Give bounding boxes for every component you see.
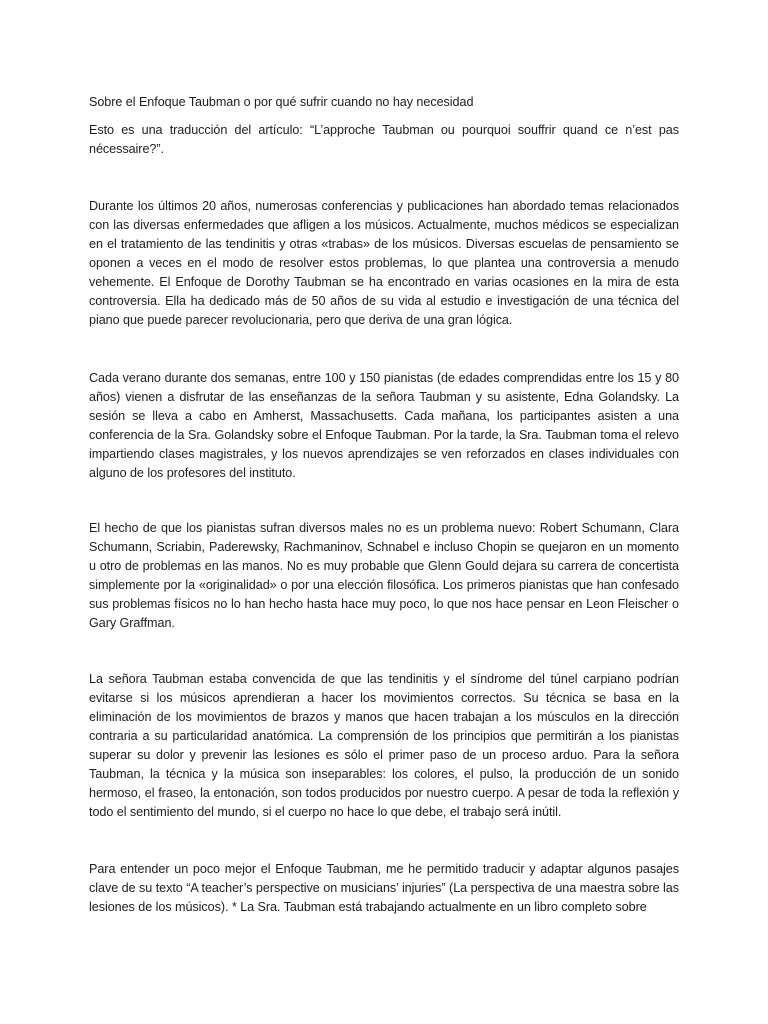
body-paragraph-2: Cada verano durante dos semanas, entre 100 y 150 pianistas (de edades comprendidas entre los 15 y 80 años) vienen a disfrutar de las enseñanzas de la señora Taubman y su asistente, Edna Golandsky. La sesión se lleva a cabo en Amherst, Massachusetts. Cada mañana, los participantes asisten a una conferencia de la Sra. Golandsky sobre el Enfoque Taubman. Por la tarde, la Sra. Taubman toma el relevo impartiendo clases magistrales, y los nuevos aprendizajes se ven reforzados en clases individuales con alguno de los profesores del instituto. (89, 371, 679, 480)
body-paragraph-5: Para entender un poco mejor el Enfoque Taubman, me he permitido traducir y adaptar algunos pasajes clave de su texto “A teacher’s perspective on musicians’ injuries” (La perspectiva de una maestra sobre las lesiones de los músicos). * La Sra. Taubman está trabajando actualmente en un libro completo sobre (89, 862, 679, 914)
body-paragraph-4: La señora Taubman estaba convencida de que las tendinitis y el síndrome del túnel carpiano podrían evitarse si los músicos aprendieran a hacer los movimientos correctos. Su técnica se basa en la eliminación de los movimientos de brazos y manos que hacen trabajan a los músculos en la dirección contraria a su particularidad anatómica. La comprensión de los principios que permitirán a los pianistas superar su dolor y prevenir las lesiones es sólo el primer paso de un proceso arduo. Para la señora Taubman, la técnica y la música son inseparables: los colores, el pulso, la producción de un sonido hermoso, el fraseo, la entonación, son todos producidos por nuestro cuerpo. A pesar de toda la reflexión y todo el sentimiento del mundo, si el cuerpo no hace lo que debe, el trabajo será inútil. (89, 672, 679, 819)
body-paragraph-1: Durante los últimos 20 años, numerosas conferencias y publicaciones han abordado temas relacionados con las diversas enfermedades que afligen a los músicos. Actualmente, muchos médicos se especializan en el tratamiento de las tendinitis y otras «trabas» de los músicos. Diversas escuelas de pensamiento se oponen a veces en el modo de resolver estos problemas, lo que plantea una controversia a menudo vehemente. El Enfoque de Dorothy Taubman se ha encontrado en varias ocasiones en la mira de esta controversia. Ella ha dedicado más de 50 años de su vida al estudio e investigación de una técnica del piano que puede parecer revolucionaria, pero que deriva de una gran lógica. (89, 199, 679, 327)
document-title: Sobre el Enfoque Taubman o por qué sufrir cuando no hay necesidad (89, 95, 474, 109)
intro-paragraph: Esto es una traducción del artículo: “L’approche Taubman ou pourquoi souffrir quand ce n’est pas nécessaire?”. (89, 123, 679, 156)
body-paragraph-3: El hecho de que los pianistas sufran diversos males no es un problema nuevo: Robert Schumann, Clara Schumann, Scriabin, Paderewsky, Rachmaninov, Schnabel e incluso Chopin se quejaron en un momento u otro de problemas en las manos. No es muy probable que Glenn Gould dejara su carrera de concertista simplemente por la «originalidad» o por una elección filosófica. Los primeros pianistas que han confesado sus problemas físicos no lo han hecho hasta hace muy poco, lo que nos hace pensar en Leon Fleischer o Gary Graffman. (89, 521, 679, 630)
